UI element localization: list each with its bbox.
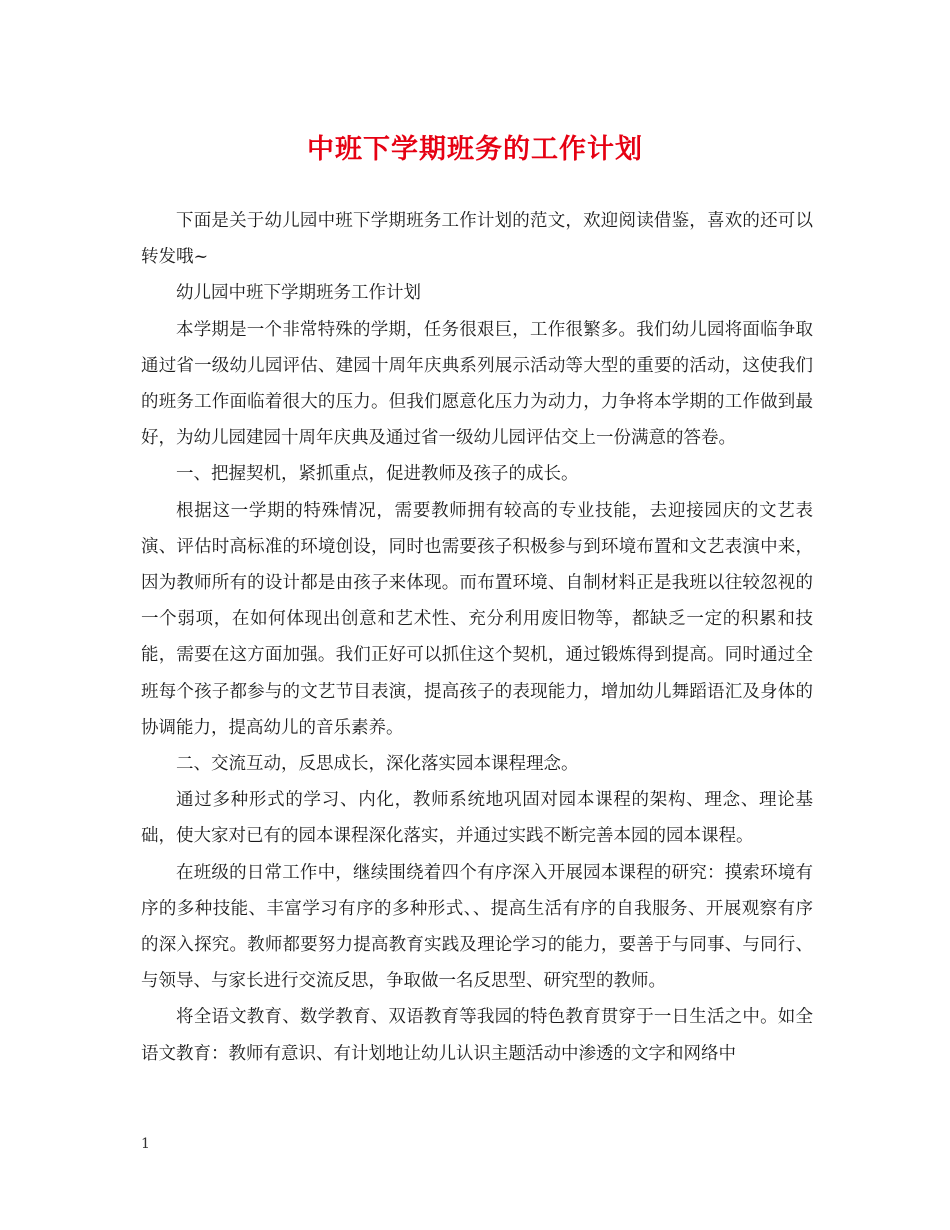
paragraph-section-1: 根据这一学期的特殊情况，需要教师拥有较高的专业技能，去迎接园庆的文艺表演、评估时高标准的环境创设，同时也需要孩子积极参与到环境布置和文艺表演中来，因为教师所有的设计都是由孩子来体现。而布置环境、自制材料正是我班以往较忽视的一个弱项，在如何体现出创意和艺术性、充分利用废旧物等，都缺乏一定的积累和技能，需要在这方面加强。我们正好可以抓住这个契机，通过锻炼得到提高。同时通过全班每个孩子都参与的文艺节目表演，提高孩子的表现能力，增加幼儿舞蹈语汇及身体的协调能力，提高幼儿的音乐素养。 (141, 500, 813, 738)
paragraph-intro: 下面是关于幼儿园中班下学期班务工作计划的范文，欢迎阅读借鉴，喜欢的还可以转发哦~ (141, 211, 813, 268)
document-body (141, 203, 813, 1072)
page-number: 1 (141, 1136, 150, 1152)
document-title: 中班下学期班务的工作计划 (307, 134, 643, 165)
paragraph-section-2a: 通过多种形式的学习、内化，教师系统地巩固对园本课程的架构、理念、理论基础，使大家对已有的园本课程深化落实，并通过实践不断完善本园的园本课程。 (141, 790, 813, 847)
section-heading-1: 一、把握契机，紧抓重点，促进教师及孩子的成长。 (176, 464, 579, 485)
paragraph-subtitle: 幼儿园中班下学期班务工作计划 (176, 283, 421, 304)
section-heading-2: 二、交流互动，反思成长，深化落实园本课程理念。 (176, 754, 579, 775)
paragraph-section-2b: 在班级的日常工作中，继续围绕着四个有序深入开展园本课程的研究：摸索环境有序的多种技能、丰富学习有序的多种形式、、提高生活有序的自我服务、开展观察有序的深入探究。教师都要努力提高教育实践及理论学习的能力，要善于与同事、与同行、与领导、与家长进行交流反思，争取做一名反思型、研究型的教师。 (141, 862, 813, 992)
paragraph-section-2c: 将全语文教育、数学教育、双语教育等我园的特色教育贯穿于一日生活之中。如全语文教育：教师有意识、有计划地让幼儿认识主题活动中渗透的文字和网络中 (141, 1007, 813, 1064)
paragraph-overview: 本学期是一个非常特殊的学期，任务很艰巨，工作很繁多。我们幼儿园将面临争取通过省一级幼儿园评估、建园十周年庆典系列展示活动等大型的重要的活动，这使我们的班务工作面临着很大的压力。但我们愿意化压力为动力，力争将本学期的工作做到最好，为幼儿园建园十周年庆典及通过省一级幼儿园评估交上一份满意的答卷。 (141, 319, 813, 449)
